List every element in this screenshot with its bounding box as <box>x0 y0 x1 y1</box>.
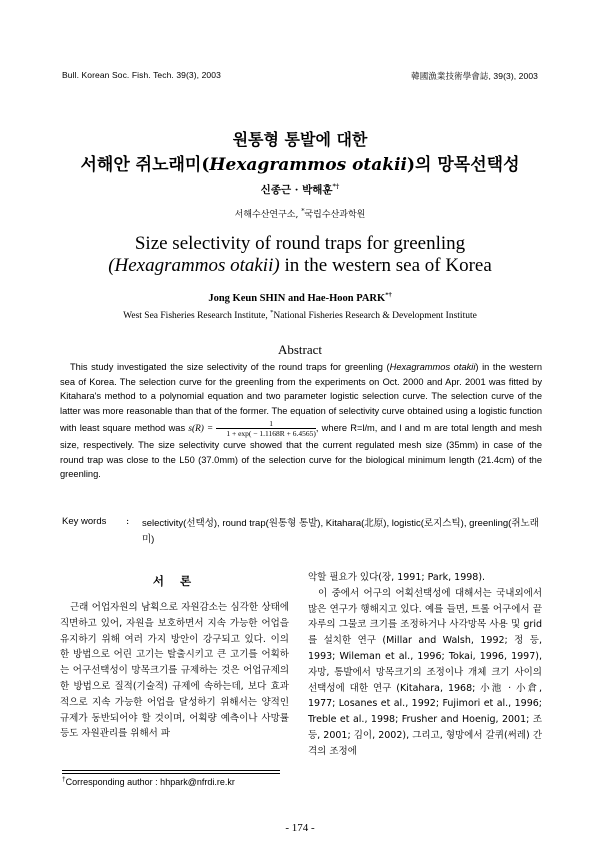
equation-lhs: s(R) = <box>188 423 214 434</box>
body-left-column: 근래 어업자원의 남획으로 자원감소는 심각한 상태에 직면하고 있어, 자원을 보호하면서 지속 가능한 어업을 유지하기 위해 여러 가지 방안이 강구되고 있다. 이의 한 방법으로 어린 고기는 탈출시키고 큰 고기를 어획하는 어구선택성이 망목크기를 규제하는 것은 어업규제의 한 방법으로 질적(기술적) 규제에 속하는데, 보다 효과적으로 지속 가능한 어업을 달성하기 위해서는 양적인 규제가 동반되어야 할 것이며, 어획량 예측이나 사망률 등도 자원관리를 위해서 파 <box>60 602 289 740</box>
english-affiliation <box>0 308 600 321</box>
journal-header-left: Bull. Korean Soc. Fish. Tech. 39(3), 2003 <box>62 70 221 80</box>
korean-authors <box>0 182 600 197</box>
abstract-text-2: ) in the western sea of Korea. The selection curve for the greenling from the experiments on Oct. 2000 and Apr. 2001 was fitted by Kitahara's method to a polynomial equation and two parameter logistic selection curve. The selection curve of the latter was more reasonable than that of the former. The equation of selectivity curve obtained using a logistic function with least square method was <box>60 362 542 433</box>
korean-title-pre: 서해안 쥐노래미( <box>80 155 210 175</box>
body-right-para1: 악할 필요가 있다(장, 1991; Park, 1998). <box>308 572 486 583</box>
footnote-divider-second <box>62 773 280 774</box>
english-affiliation-mark: * <box>270 308 274 316</box>
english-title-line1: Size selectivity of round traps for greenling <box>134 233 466 254</box>
body-right-para2: 이 중에서 어구의 어획선택성에 대해서는 국내외에서 많은 연구가 행해지고 있다. 예를 들면, 트롤 어구에서 끝자루의 그물코 크기를 조정하거나 사각망목 사용 및 grid를 설치한 연구 (Millar and Walsh, 1992; 정 등, 1993; Wileman et al., 1996; Tokai, 1996, 1997), 자망, 통발에서 망목크기의 조정이나 개체 크기 사이의 선택성에 대한 연구 (Kitahara, 1968; 小池 · 小倉, 1977; Losanes et al., 1992; Fujimori et al., 1996; Treble et al., 1998; Frusher and Hoenig, 2001; 조 등, 2001; 김이, 2002), 그리고, 형망에서 갈퀴(써레) 간격의 조정에 <box>308 587 542 757</box>
english-affiliation-pre: West Sea Fisheries Research Institute, <box>123 311 271 321</box>
korean-title-species: Hexagrammos otakii <box>209 155 407 175</box>
korean-title-line2 <box>0 150 600 175</box>
equation-denominator: 1 + exp( − 1.1168R + 6.4565) <box>226 428 316 438</box>
keywords-text: selectivity(선택성), round trap(원통형 통발), Kitahara(北原), logistic(로지스틱), greenling(쥐노래미) <box>142 518 539 545</box>
korean-affiliation-post: 국립수산과학원 <box>304 210 366 220</box>
korean-title-line1: 원통형 통발에 대한 <box>232 130 368 149</box>
abstract-body <box>60 360 542 482</box>
english-affiliation-post: National Fisheries Research & Development Institute <box>273 311 477 321</box>
body-right-column <box>308 570 542 760</box>
korean-affiliation-mark: * <box>301 207 305 215</box>
equation-numerator: 1 <box>216 419 316 429</box>
keywords-label: Key words <box>62 516 107 527</box>
abstract-text-3: , where R=l/m, and l and m are total length and mesh size, respectively. The size selectivity curve showed that the current regulated mesh size (35mm) in case of the round trap was close to the L50 (37.0mm) of the selection curve for the biological minimum length (21.4cm) of the greenling. <box>60 422 542 480</box>
journal-header-right: 韓國漁業技術學會誌, 39(3), 2003 <box>411 71 538 81</box>
section-heading: 서 론 <box>152 574 198 588</box>
equation-fraction <box>216 419 316 438</box>
abstract-text-1: This study investigated the size selectivity of the round traps for greenling ( <box>70 362 390 372</box>
korean-authors-mark: *† <box>332 182 340 191</box>
keywords-colon: : <box>126 516 130 527</box>
english-title-species: (Hexagrammos otakii) <box>108 255 280 276</box>
footnote <box>62 777 235 787</box>
english-authors <box>0 293 600 304</box>
footnote-divider <box>62 770 280 771</box>
korean-affiliation-pre: 서해수산연구소, <box>234 210 302 220</box>
abstract-heading: Abstract <box>277 342 323 357</box>
page-number: - 174 - <box>285 822 315 834</box>
english-title-line2 <box>0 255 600 277</box>
footnote-text: Corresponding author : hhpark@nfrdi.re.kr <box>65 777 235 787</box>
abstract-species: Hexagrammos otakii <box>389 362 476 372</box>
english-authors-mark: *† <box>385 291 392 299</box>
english-authors-names: Jong Keun SHIN and Hae-Hoon PARK <box>208 293 386 304</box>
footnote-mark: † <box>62 776 66 783</box>
korean-title-post: )의 망목선택성 <box>407 155 520 175</box>
korean-authors-names: 신종근 · 박해훈 <box>260 184 333 196</box>
english-title-post: in the western sea of Korea <box>279 255 492 276</box>
korean-affiliation <box>0 207 600 220</box>
